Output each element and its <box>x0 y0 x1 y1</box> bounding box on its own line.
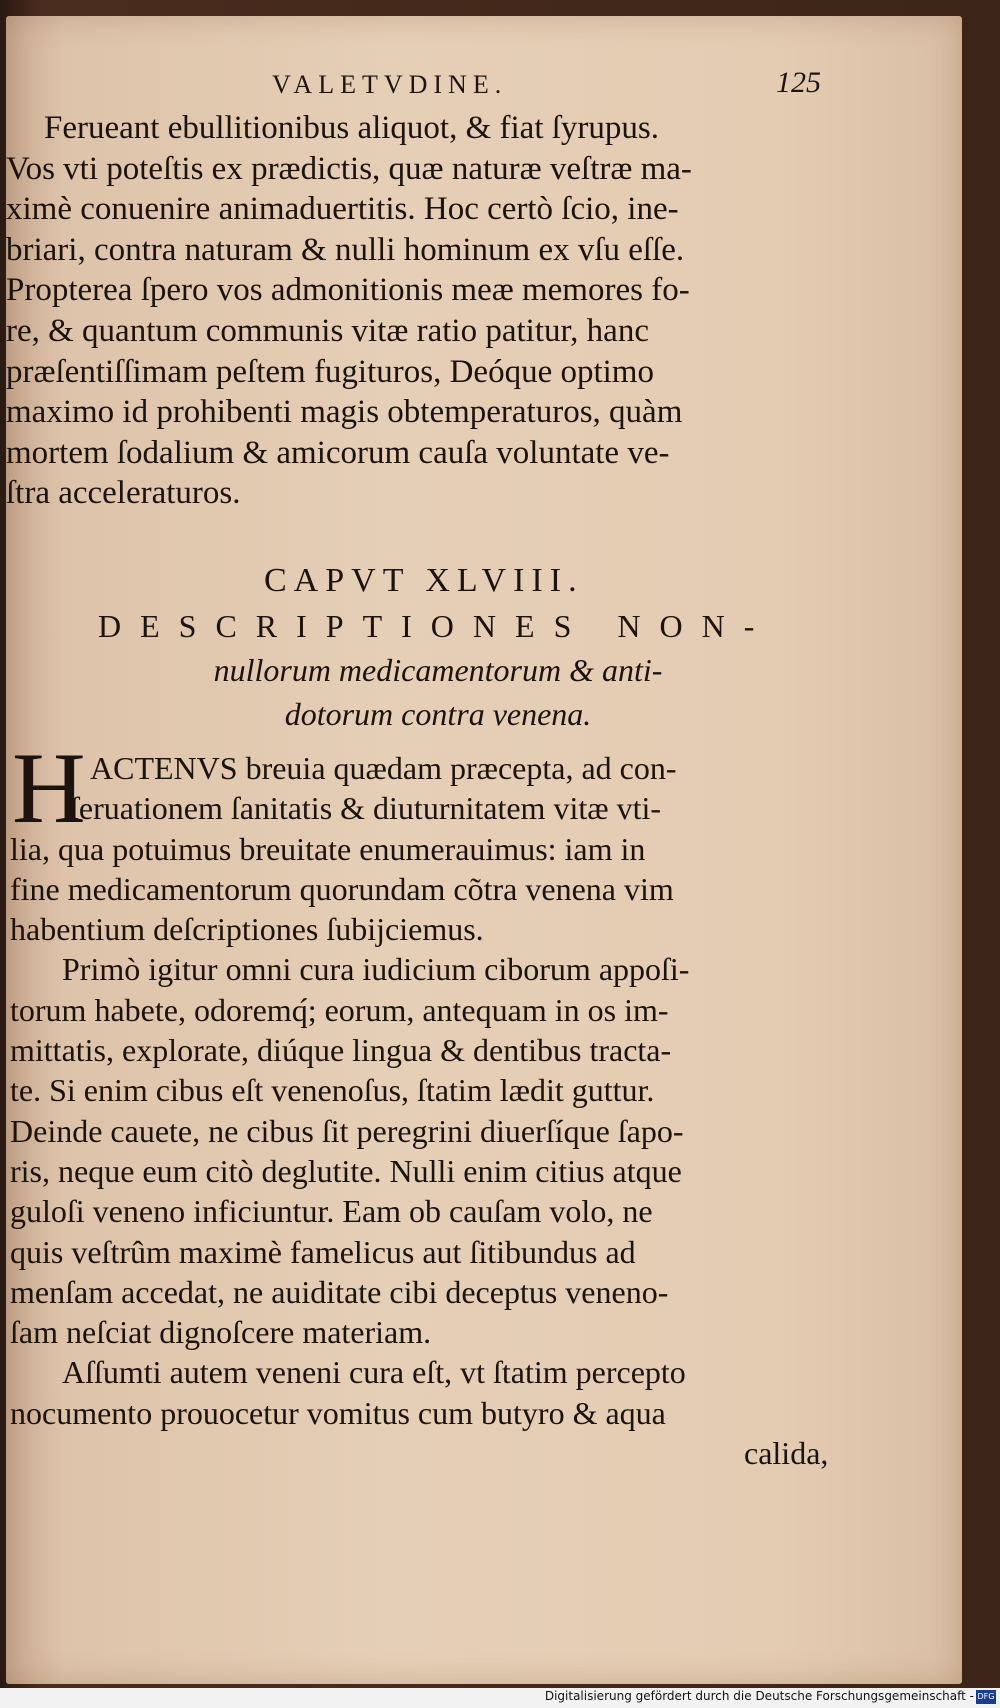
text-line: mortem ſodalium & amicorum cauſa voluntate ve- <box>6 434 670 471</box>
text-line: Aſſumti autem veneni cura eſt, vt ſtatim percepto <box>62 1354 686 1391</box>
chapter-heading: CAPVT XLVIII. <box>264 562 584 599</box>
dfg-logo: DFG <box>976 1690 996 1704</box>
text-line: Primò igitur omni cura iudicium ciborum appoſi- <box>62 951 690 988</box>
text-line: habentium deſcriptiones ſubijciemus. <box>10 911 484 948</box>
text-line: ſtra acceleraturos. <box>6 475 241 512</box>
text-line: ſam neſciat dignoſcere materiam. <box>10 1314 432 1351</box>
text-line: guloſi veneno inficiuntur. Eam ob cauſam volo, ne <box>10 1193 653 1230</box>
text-line: Ferueant ebullitionibus aliquot, & fiat ſyrupus. <box>44 110 659 146</box>
text-line: præſentiſſimam peſtem fugituros, Deóque optimo <box>6 353 654 390</box>
text-line: Vos vti poteſtis ex prædictis, quæ naturæ veſtræ ma- <box>6 150 692 187</box>
text-line: nocumento prouocetur vomitus cum butyro & aqua <box>10 1394 666 1431</box>
chapter-title <box>98 604 778 736</box>
text-line: briari, contra naturam & nulli hominum ex vſu eſſe. <box>6 231 685 268</box>
running-head: VALETVDINE. <box>272 70 508 99</box>
text-line: Propterea ſpero vos admonitionis meæ memores fo- <box>6 272 690 309</box>
page-number: 125 <box>776 66 821 99</box>
chapter-title-line-3: dotorum contra venena. <box>284 696 592 732</box>
catchword: calida, <box>744 1435 829 1472</box>
text-line: mittatis, explorate, diúque lingua & dentibus tracta- <box>10 1032 672 1069</box>
text-line: lia, qua potuimus breuitate enumerauimus: iam in <box>10 830 646 867</box>
text-line: re, & quantum communis vitæ ratio patitur, hanc <box>6 312 649 349</box>
text-line: ſeruationem ſanitatis & diuturnitatem vitæ vti- <box>70 790 661 827</box>
footer-credit: Digitalisierung gefördert durch die Deutsche Forschungsgemeinschaft - <box>544 1689 974 1703</box>
chapter-body <box>10 732 860 1473</box>
text-line: torum habete, odoremq́; eorum, antequam in os im- <box>10 991 669 1028</box>
text-line: Deinde cauete, ne cibus ſit peregrini diuerſíque ſapo- <box>10 1112 684 1149</box>
text-line: ris, neque eum citò deglutite. Nulli enim citius atque <box>10 1152 682 1189</box>
text-line: quis veſtrûm maximè famelicus aut ſitibundus ad <box>10 1233 636 1270</box>
text-line: maximo id prohibenti magis obtemperaturos, quàm <box>6 394 683 431</box>
text-line: te. Si enim cibus eſt venenoſus, ſtatim lædit guttur. <box>10 1072 655 1109</box>
text-line: ACTENVS breuia quædam præcepta, ad con- <box>90 750 677 786</box>
text-line: fine medicamentorum quorundam cõtra venena vim <box>10 870 674 907</box>
top-paragraph <box>6 108 846 514</box>
text-line: menſam accedat, ne auiditate cibi deceptus veneno- <box>10 1273 669 1310</box>
drop-capital: H <box>12 732 86 845</box>
text-line: ximè conuenire animaduertitis. Hoc certò ſcio, ine- <box>6 191 679 228</box>
chapter-title-line-1: DESCRIPTIONES NON- <box>98 608 774 644</box>
chapter-title-line-2: nullorum medicamentorum & anti- <box>213 652 663 688</box>
